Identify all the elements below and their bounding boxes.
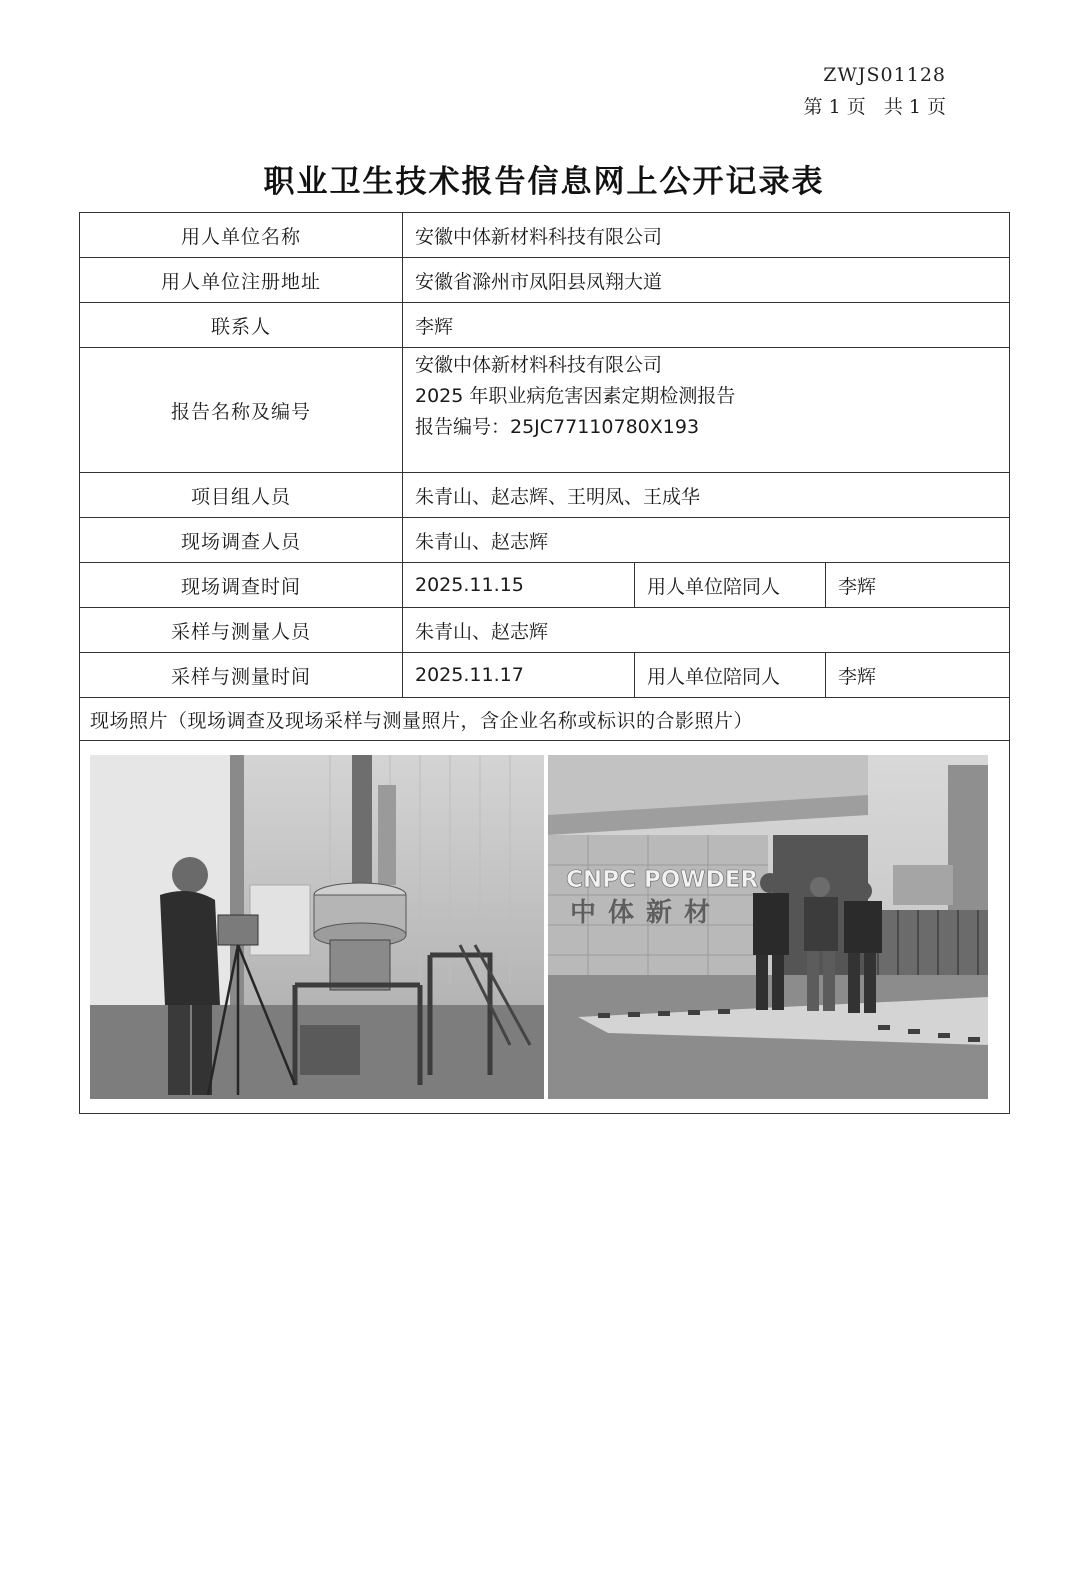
report-label: 报告名称及编号 bbox=[80, 348, 403, 473]
contact-value: 李辉 bbox=[403, 303, 1010, 348]
employer-name-value: 安徽中体新材料科技有限公司 bbox=[403, 213, 1010, 258]
sampling-photo-image bbox=[90, 755, 544, 1099]
row-employer-address bbox=[80, 258, 1010, 303]
project-team-label: 项目组人员 bbox=[80, 473, 403, 518]
sign-chinese-text: 中体新材 bbox=[570, 898, 723, 928]
survey-companion-label: 用人单位陪同人 bbox=[635, 563, 826, 608]
document-code: ZWJS01128 bbox=[823, 64, 946, 86]
employer-address-label: 用人单位注册地址 bbox=[80, 258, 403, 303]
page-title: 职业卫生技术报告信息网上公开记录表 bbox=[263, 164, 825, 200]
row-sampling-time bbox=[80, 653, 1010, 698]
project-team-value: 朱青山、赵志辉、王明凤、王成华 bbox=[403, 473, 1010, 518]
page-number: 第 1 页 共 1 页 bbox=[803, 96, 946, 118]
report-company-line: 安徽中体新材料科技有限公司 bbox=[415, 354, 663, 376]
sampling-time-value: 2025.11.17 bbox=[403, 653, 635, 698]
sampling-staff-label: 采样与测量人员 bbox=[80, 608, 403, 653]
report-name-line: 2025 年职业病危害因素定期检测报告 bbox=[415, 385, 736, 407]
sampling-time-label: 采样与测量时间 bbox=[80, 653, 403, 698]
row-photos bbox=[80, 741, 1010, 1114]
record-table bbox=[79, 212, 1010, 1114]
row-employer-name bbox=[80, 213, 1010, 258]
group-photo-image bbox=[548, 755, 988, 1099]
employer-name-label: 用人单位名称 bbox=[80, 213, 403, 258]
group-photo bbox=[548, 755, 988, 1099]
row-survey-time bbox=[80, 563, 1010, 608]
photo-cell bbox=[80, 741, 1010, 1114]
sign-english-text: CNPC POWDER bbox=[566, 867, 759, 893]
sampling-companion-label: 用人单位陪同人 bbox=[635, 653, 826, 698]
survey-staff-label: 现场调查人员 bbox=[80, 518, 403, 563]
row-project-team bbox=[80, 473, 1010, 518]
employer-address-value: 安徽省滁州市凤阳县凤翔大道 bbox=[403, 258, 1010, 303]
report-value bbox=[403, 348, 1010, 473]
photo-section-header: 现场照片（现场调查及现场采样与测量照片，含企业名称或标识的合影照片） bbox=[80, 698, 1010, 741]
sampling-companion-value: 李辉 bbox=[826, 653, 1010, 698]
photo-strip bbox=[90, 755, 999, 1099]
contact-label: 联系人 bbox=[80, 303, 403, 348]
row-photo-header bbox=[80, 698, 1010, 741]
row-contact bbox=[80, 303, 1010, 348]
row-report bbox=[80, 348, 1010, 473]
survey-time-value: 2025.11.15 bbox=[403, 563, 635, 608]
row-survey-staff bbox=[80, 518, 1010, 563]
report-number-line: 报告编号：25JC77110780X193 bbox=[415, 416, 700, 438]
sampling-photo bbox=[90, 755, 544, 1099]
survey-time-label: 现场调查时间 bbox=[80, 563, 403, 608]
sampling-staff-value: 朱青山、赵志辉 bbox=[403, 608, 1010, 653]
survey-companion-value: 李辉 bbox=[826, 563, 1010, 608]
row-sampling-staff bbox=[80, 608, 1010, 653]
survey-staff-value: 朱青山、赵志辉 bbox=[403, 518, 1010, 563]
